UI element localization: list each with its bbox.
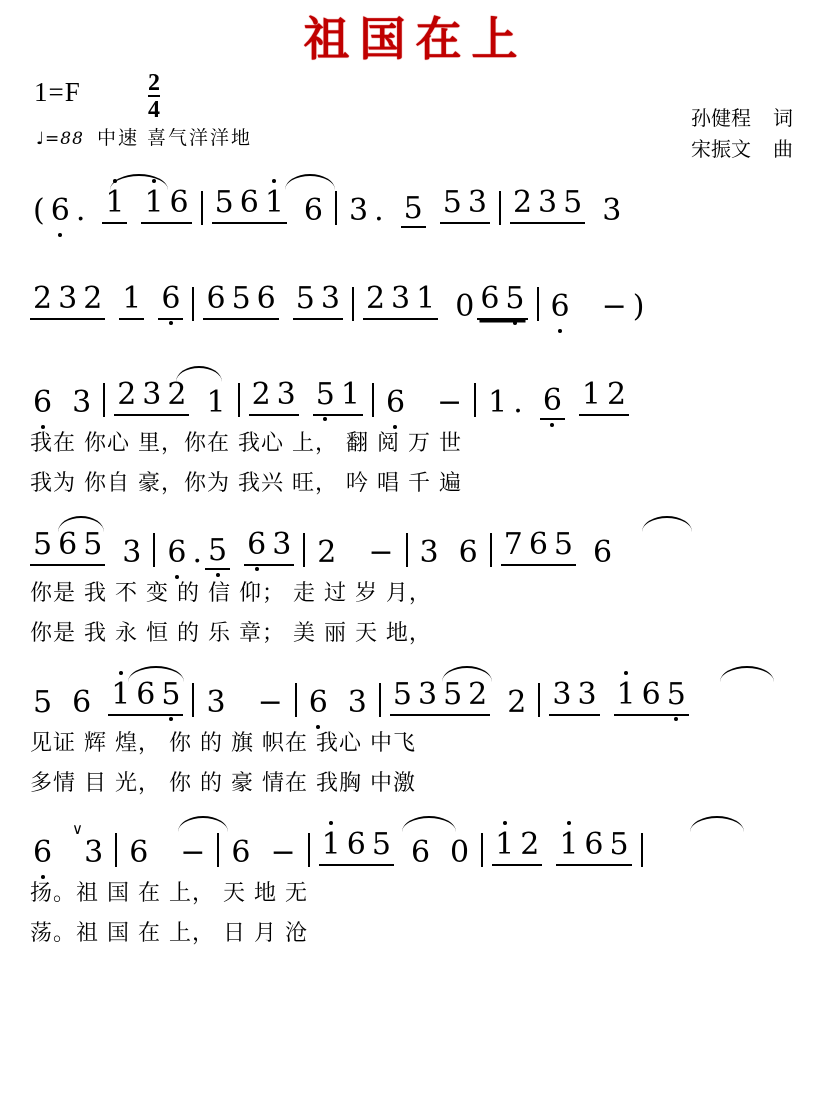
- note: 1: [262, 185, 287, 220]
- note: −: [437, 384, 463, 420]
- beam-group: [363, 281, 438, 320]
- beam-group: [30, 527, 105, 566]
- beam-group: [30, 281, 105, 320]
- note: 6: [239, 184, 259, 220]
- note: 2: [507, 684, 527, 720]
- note: 5: [158, 677, 183, 712]
- note: 6: [30, 385, 55, 420]
- composer-role: 曲: [773, 136, 793, 161]
- note: 6: [244, 527, 269, 562]
- beam-group: [313, 377, 363, 416]
- barline: [303, 533, 305, 567]
- lyrics-block-6: [30, 874, 801, 955]
- note: −: [270, 834, 296, 870]
- note: ): [632, 288, 645, 324]
- time-signature-denominator: 4: [148, 96, 160, 123]
- note: 2: [117, 376, 137, 412]
- lyrics-verse-1: 我在 你心 里，你在 我心 上， 翻 阅 万 世: [30, 430, 462, 456]
- note: 1: [416, 280, 436, 316]
- note: 6: [346, 826, 366, 862]
- beam-group: [114, 377, 189, 416]
- note: 5: [83, 526, 103, 562]
- barline: [295, 683, 297, 717]
- note: 6: [548, 289, 573, 324]
- note: 3: [347, 684, 367, 720]
- note: 3: [122, 534, 142, 570]
- note: 2: [607, 376, 627, 412]
- barline: [406, 533, 408, 567]
- note: 1: [122, 280, 142, 316]
- note: 1: [614, 677, 639, 712]
- music-system-1: [30, 176, 801, 272]
- barline: [308, 833, 310, 867]
- note: 5: [442, 184, 462, 220]
- note: 6: [528, 526, 548, 562]
- credits: [691, 103, 793, 165]
- beam-group: [579, 377, 629, 416]
- beam-group: [249, 377, 299, 416]
- beam-group: [158, 281, 183, 320]
- note: 6: [169, 184, 189, 220]
- note: 6: [129, 834, 149, 870]
- tempo-bpm: ♩=88: [36, 128, 84, 149]
- barline: [538, 683, 540, 717]
- note: 2: [317, 534, 337, 570]
- note: −: [180, 834, 206, 870]
- note: .: [513, 384, 523, 420]
- barline: [499, 191, 501, 225]
- barline: [192, 287, 194, 321]
- note: 5: [609, 826, 629, 862]
- note: 1: [206, 384, 226, 420]
- tempo-expression: 中速 喜气洋洋地: [96, 126, 252, 149]
- note: 3: [417, 676, 438, 712]
- barline: [192, 683, 194, 717]
- lyrics-block-3: [30, 424, 801, 505]
- note: 6: [30, 835, 55, 870]
- composer-name: 宋振文: [691, 136, 751, 161]
- note: 2: [251, 376, 271, 412]
- breath-mark: ∨: [72, 819, 83, 838]
- barline: [217, 833, 219, 867]
- note: −: [257, 684, 283, 720]
- beam-group: [108, 677, 183, 716]
- note: .: [374, 192, 384, 228]
- note: 3: [276, 376, 296, 412]
- notation-row-2: [30, 272, 801, 324]
- note: 6: [593, 534, 613, 570]
- note: 6: [72, 684, 92, 720]
- barline: [490, 533, 492, 567]
- note: 1: [102, 185, 127, 220]
- note: 3: [577, 676, 597, 712]
- note: −: [368, 534, 394, 570]
- notation-row-3: [30, 368, 801, 420]
- beam-group: [141, 185, 191, 224]
- barline: [379, 683, 381, 717]
- barline: [115, 833, 117, 867]
- time-signature: [148, 71, 160, 122]
- note: 3: [58, 280, 78, 316]
- note: 2: [167, 376, 187, 412]
- note: −: [601, 288, 627, 324]
- beam-group: [319, 827, 394, 866]
- music-system-2: [30, 272, 801, 368]
- note: 5: [295, 280, 315, 316]
- note: (: [33, 192, 45, 228]
- note: 0: [455, 288, 475, 324]
- note: 3: [467, 184, 487, 220]
- note: 3: [142, 376, 162, 412]
- note: 1: [556, 827, 581, 862]
- note: 2: [365, 280, 386, 316]
- note: 3: [206, 684, 226, 720]
- note: 3: [272, 526, 292, 562]
- barline: [153, 533, 155, 567]
- key-signature: 1=F: [34, 76, 81, 107]
- note: 2: [520, 826, 540, 862]
- lyricist-name: 孙健程: [691, 105, 751, 130]
- note: 6: [584, 826, 604, 862]
- note: 1: [319, 827, 344, 862]
- note: 3: [602, 192, 622, 228]
- note: 5: [563, 184, 583, 220]
- lyricist-line: [691, 103, 793, 134]
- note: 1: [141, 185, 166, 220]
- note: 6: [164, 535, 189, 570]
- note: 2: [33, 280, 53, 316]
- note: 6: [540, 383, 565, 420]
- barline: [537, 287, 539, 321]
- note: 5: [502, 281, 527, 316]
- note: 3: [349, 192, 369, 228]
- note: 6: [383, 385, 408, 420]
- note: 3: [419, 534, 439, 570]
- beam-group: [501, 527, 576, 566]
- note: 1: [581, 376, 601, 412]
- note: 5: [33, 526, 53, 562]
- barline: [201, 191, 203, 225]
- note: .: [75, 192, 86, 228]
- beam-group: [492, 827, 542, 866]
- lyrics-verse-2: 荡。祖 国 在 上， 日 月 沧: [30, 921, 308, 947]
- beam-group: [244, 527, 294, 566]
- lyrics-verse-1: 扬。祖 国 在 上， 天 地 无: [30, 880, 308, 906]
- lyrics-block-4: [30, 574, 801, 655]
- note: 3: [72, 384, 92, 420]
- beam-group: [293, 281, 343, 320]
- note: 6: [641, 676, 661, 712]
- composer-line: [691, 134, 793, 165]
- note: 5: [664, 677, 689, 712]
- note: 5: [371, 826, 391, 862]
- barline: [372, 383, 374, 417]
- note: 2: [83, 280, 103, 316]
- note: 1: [492, 827, 517, 862]
- note: 3: [538, 184, 558, 220]
- lyricist-role: 词: [773, 105, 793, 130]
- beam-group: [549, 677, 599, 716]
- note: .: [192, 534, 203, 570]
- note: 6: [231, 834, 251, 870]
- lyrics-verse-1: 你是 我 不 变 的 信 仰； 走 过 岁 月，: [30, 580, 432, 606]
- beam-group: [203, 281, 278, 320]
- page-title: 祖国在上: [303, 12, 528, 66]
- note: 6: [303, 192, 324, 228]
- note: 6: [458, 534, 478, 570]
- note: 6: [58, 526, 78, 562]
- lyrics-verse-2: 你是 我 永 恒 的 乐 章； 美 丽 天 地，: [30, 621, 432, 647]
- note: 1: [108, 677, 133, 712]
- note: 3: [320, 280, 340, 316]
- note: 6: [136, 676, 156, 712]
- note: 6: [206, 280, 226, 316]
- note: 5: [392, 676, 412, 712]
- tempo-marking: [36, 123, 252, 150]
- note: 7: [503, 526, 523, 562]
- barline: [481, 833, 483, 867]
- music-system-4: [30, 518, 801, 668]
- note: 5: [205, 533, 230, 570]
- note: 5: [33, 684, 53, 720]
- beam-group: [440, 185, 490, 224]
- note: 6: [306, 685, 331, 720]
- note: 1: [340, 376, 360, 412]
- note: 6: [480, 280, 500, 316]
- note: 5: [553, 526, 573, 562]
- beam-group: [477, 281, 527, 320]
- note: 6: [158, 281, 183, 316]
- note: 3: [552, 676, 572, 712]
- lyrics-block-5: [30, 724, 801, 805]
- note: 5: [214, 184, 234, 220]
- barline: [238, 383, 240, 417]
- music-system-6: [30, 818, 801, 968]
- note: 0: [450, 834, 470, 870]
- note: 5: [313, 377, 338, 412]
- lyrics-verse-2: 多情 目 光， 你 的 豪 情在 我胸 中激: [30, 771, 416, 797]
- beam-group: [119, 281, 144, 320]
- barline: [474, 383, 476, 417]
- note: 2: [468, 676, 488, 712]
- lyrics-verse-1: 见证 辉 煌， 你 的 旗 帜在 我心 中飞: [30, 730, 416, 756]
- beam-group: [102, 185, 127, 224]
- note: 5: [401, 191, 426, 228]
- barline: [352, 287, 354, 321]
- note: 3: [84, 834, 104, 870]
- beam-group: [556, 827, 631, 866]
- note: 6: [256, 280, 276, 316]
- note: 1: [488, 384, 508, 420]
- beam-group: [212, 185, 287, 224]
- music-system-5: [30, 668, 801, 818]
- note: 2: [512, 184, 533, 220]
- music-system-3: [30, 368, 801, 518]
- note: 5: [231, 280, 251, 316]
- barline: [103, 383, 105, 417]
- time-signature-numerator: 2: [148, 69, 160, 96]
- note: 6: [410, 834, 431, 870]
- beam-group: [614, 677, 689, 716]
- score-header: [0, 71, 831, 176]
- beam-group: [390, 677, 490, 716]
- barline: [641, 833, 643, 867]
- note: 3: [391, 280, 411, 316]
- note: 6: [48, 193, 73, 228]
- barline: [335, 191, 337, 225]
- beam-group: [510, 185, 585, 224]
- note: 5: [443, 676, 463, 712]
- lyrics-verse-2: 我为 你自 豪，你为 我兴 旺， 吟 唱 千 遍: [30, 471, 462, 497]
